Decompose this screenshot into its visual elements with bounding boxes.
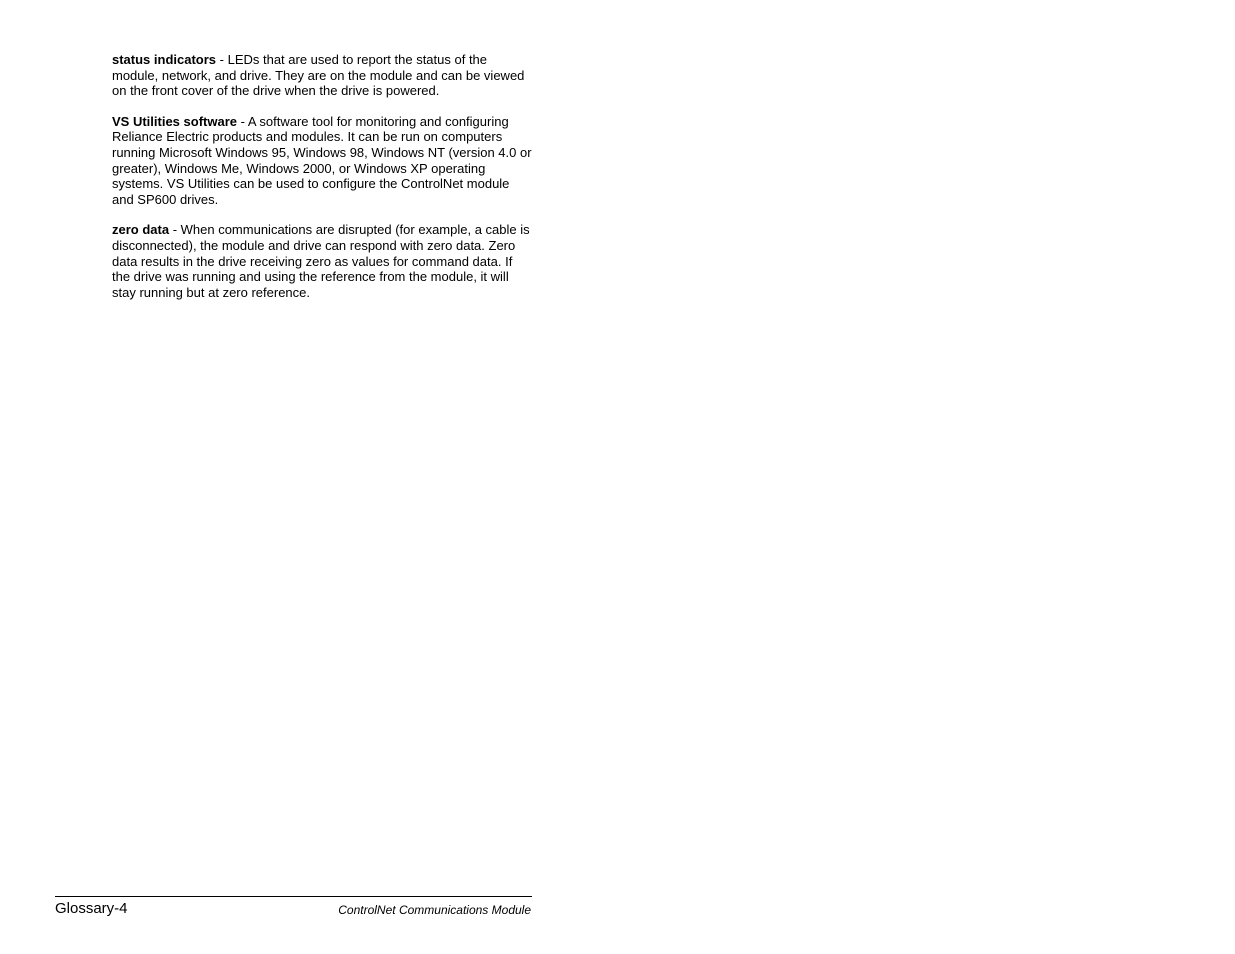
glossary-definition: - LEDs that are used to report the status of the module, network, and drive. They are on the module and can be viewed on the front cover of the drive when the drive is powered. — [112, 52, 525, 99]
glossary-entry-vs-utilities-software — [112, 114, 532, 208]
glossary-definition: - A software tool for monitoring and configuring Reliance Electric products and modules. It can be run on computers running Microsoft Windows 95, Windows 98, Windows NT (version 4.0 or greater), Windows Me, Windows 2000, or Windows XP operating systems. VS Utilities can be used to configure the ControlNet module and SP600 drives. — [112, 113, 532, 207]
footer-divider — [55, 896, 532, 897]
glossary-definition: - When communications are disrupted (for example, a cable is disconnected), the module and drive can respond with zero data. Zero data results in the drive receiving zero as values for command data. If the drive was running and using the reference from the module, it will stay running but at zero reference. — [112, 222, 530, 300]
footer-page-label: Glossary-4 — [55, 900, 128, 917]
glossary-entry-zero-data — [112, 222, 532, 300]
glossary-entry-status-indicators — [112, 52, 532, 99]
glossary-entries — [112, 52, 532, 315]
glossary-term: VS Utilities software — [112, 113, 237, 129]
glossary-term: status indicators — [112, 52, 217, 67]
glossary-term: zero data — [112, 222, 170, 238]
footer-document-title: ControlNet Communications Module — [338, 903, 531, 917]
